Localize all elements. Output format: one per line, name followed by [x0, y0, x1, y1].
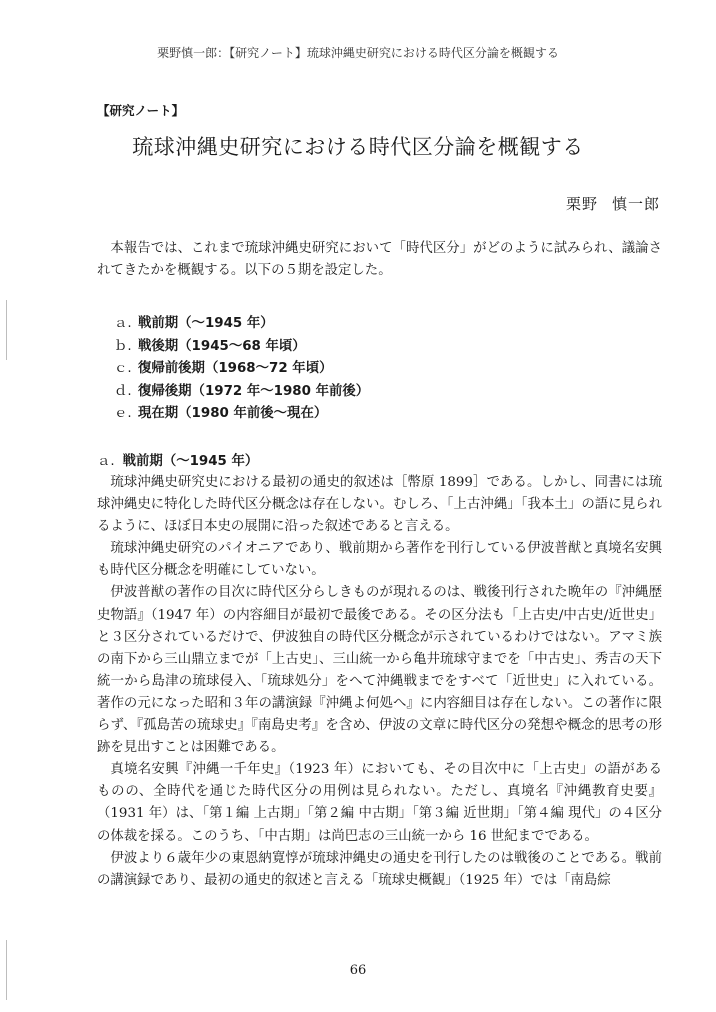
period-label: 戦前期（〜1945 年） [138, 316, 274, 331]
page-number: 66 [349, 963, 367, 978]
body-paragraph: 伊波より６歳年少の東恩納寛惇が琉球沖縄史の通史を刊行したのは戦後のことである。戦前の講演録であり、最初の通史的叙述と言える「琉球史概観」（1925 年）では「南島綜 [97, 850, 662, 888]
intro-paragraph [97, 238, 662, 282]
author [566, 193, 660, 214]
period-marker: ｃ. [114, 361, 132, 376]
section-body [97, 472, 662, 892]
period-item [114, 313, 369, 336]
period-label: 復帰後期（1972 年〜1980 年前後） [138, 383, 370, 399]
period-label: 復帰前後期（1968〜72 年頃） [138, 361, 333, 376]
running-header: 栗野慎一郎：【研究ノート】琉球沖縄史研究における時代区分論を概観する [157, 46, 559, 60]
section-label: 【研究ノート】 [97, 103, 185, 118]
body-paragraph: 琉球沖縄史研究史における最初の通史的叙述は［幣原 1899］である。しかし、同書には琉球沖縄史に特化した時代区分概念は存在しない。むしろ、「上古沖縄」「我本土」の語に見られるように、ほぼ日本史の展開に沿った叙述であると言える。 [97, 475, 662, 535]
period-marker: ｂ. [114, 338, 132, 354]
period-item [114, 358, 369, 381]
period-item [114, 403, 369, 426]
section-heading [97, 450, 258, 469]
author-given-name: 慎一郎 [611, 195, 660, 213]
body-paragraph: 琉球沖縄史研究のパイオニアであり、戦前期から著作を刊行している伊波普猷と真境名安興も時代区分概念を明確にしていない。 [97, 541, 662, 579]
section-marker: ａ. [97, 454, 115, 469]
intro-text: 本報告では、これまで琉球沖縄史研究において「時代区分」がどのように試みられ、議論されてきたかを概観する。以下の５期を設定した。 [97, 241, 662, 279]
period-marker: ｄ. [114, 383, 132, 399]
period-item [114, 336, 369, 359]
period-label: 戦後期（1945〜68 年頃） [138, 338, 306, 354]
period-item [114, 381, 369, 404]
period-list [114, 313, 369, 426]
author-surname: 栗野 [565, 195, 598, 213]
article-title: 琉球沖縄史研究における時代区分論を概観する [132, 135, 584, 159]
period-marker: ａ. [114, 316, 132, 331]
scan-margin-line [6, 300, 7, 360]
scan-margin-line [6, 940, 7, 1000]
section-heading-text: 戦前期（〜1945 年） [122, 454, 259, 469]
period-marker: ｅ. [114, 406, 132, 421]
period-label: 現在期（1980 年前後〜現在） [138, 406, 328, 421]
body-paragraph: 真境名安興『沖縄一千年史』（1923 年）においても、その目次中に「上古史」の語があるものの、全時代を通じた時代区分の用例は見られない。ただし、真境名『沖縄教育史要』（1931 年）は、「第１編 上古期」「第２編 中古期」「第３編 近世期」「第４編 現代」の４区分の体裁を採る。このうち、「中古期」は尚巴志の三山統一から 16 世紀までである。 [97, 762, 662, 844]
body-paragraph: 伊波普猷の著作の目次に時代区分らしきものが現れるのは、戦後刊行された晩年の『沖縄歴史物語』（1947 年）の内容細目が最初で最後である。その区分法も「上古史/中古史/近世史」と３区分されているだけで、伊波独自の時代区分概念が示されているわけではない。アマミ族の南下から三山鼎立までが「上古史」、三山統一から亀井琉球守までを「中古史」、秀吉の天下統一から島津の琉球侵入、「琉球処分」をへて沖縄戦までをすべて「近世史」に入れている。著作の元になった昭和３年の講演録『沖縄よ何処へ』に内容細目は存在しない。この著作に限らず、『孤島苦の琉球史』『南島史考』を含め、伊波の文章に時代区分の発想や概念的思考の形跡を見出すことは困難である。 [97, 585, 662, 756]
